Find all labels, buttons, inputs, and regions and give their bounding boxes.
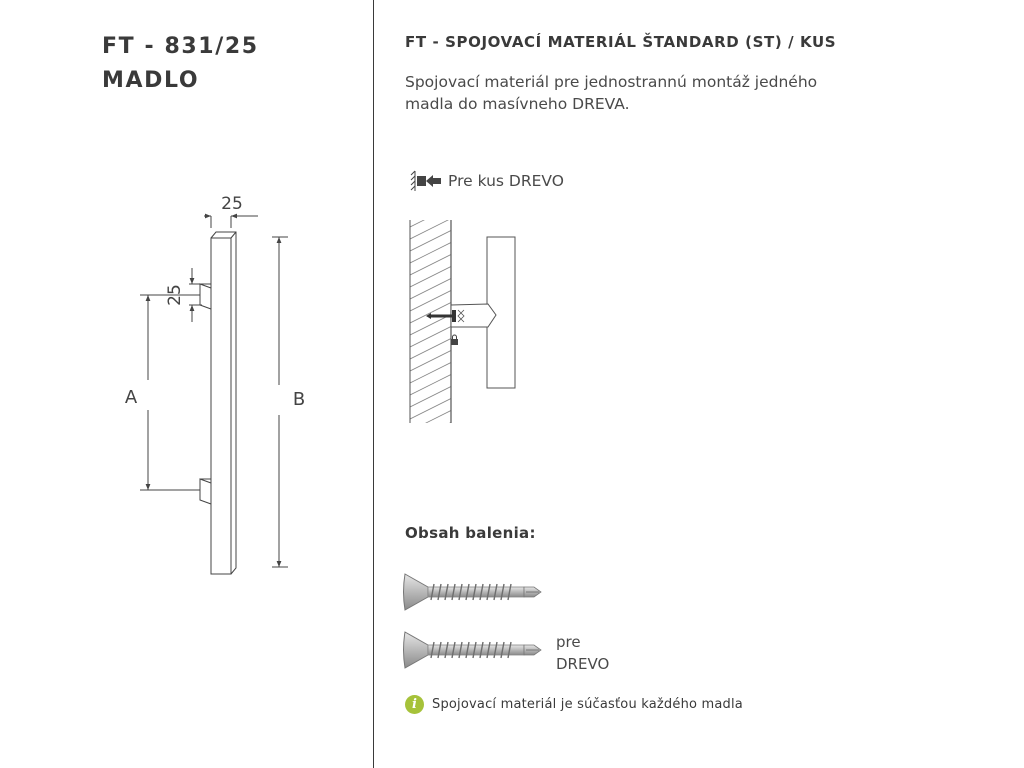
lower-post [200, 479, 211, 504]
depth-label: 25 [165, 284, 185, 306]
package-heading: Obsah balenia: [405, 524, 536, 542]
screw-caption-line1: pre [556, 633, 581, 651]
wood-mount-icon [410, 170, 442, 192]
mount-legend [410, 170, 564, 192]
screw-caption-line2: DREVO [556, 655, 610, 673]
spec-description: Spojovací materiál pre jednostrannú montáž jedného madla do masívneho DREVA. [405, 73, 818, 113]
handle-bar-edge [231, 232, 236, 238]
product-code: FT - 831/25 [102, 34, 259, 59]
mount-legend-label: Pre kus DREVO [448, 172, 564, 190]
mounting-diagram [400, 212, 530, 428]
dim-b-label: B [292, 389, 306, 410]
column-divider [373, 0, 374, 768]
lock-icon [451, 335, 458, 345]
info-icon: i [405, 695, 424, 714]
info-note [405, 695, 743, 714]
handle-post [451, 304, 496, 327]
screw-head [452, 310, 456, 322]
info-text: Spojovací materiál je súčasťou každého madla [432, 697, 743, 712]
screw-image-1 [400, 568, 548, 616]
width-label: 25 [221, 194, 243, 214]
handle-drawing [0, 0, 372, 768]
screw-caption [556, 631, 609, 675]
screw-image-2 [400, 628, 548, 676]
dim-a-label: A [124, 387, 138, 408]
spec-title: FT - SPOJOVACÍ MATERIÁL ŠTANDARD (ST) / KUS [405, 33, 837, 51]
product-type: MADLO [102, 68, 200, 93]
handle-bar-front [211, 238, 231, 574]
